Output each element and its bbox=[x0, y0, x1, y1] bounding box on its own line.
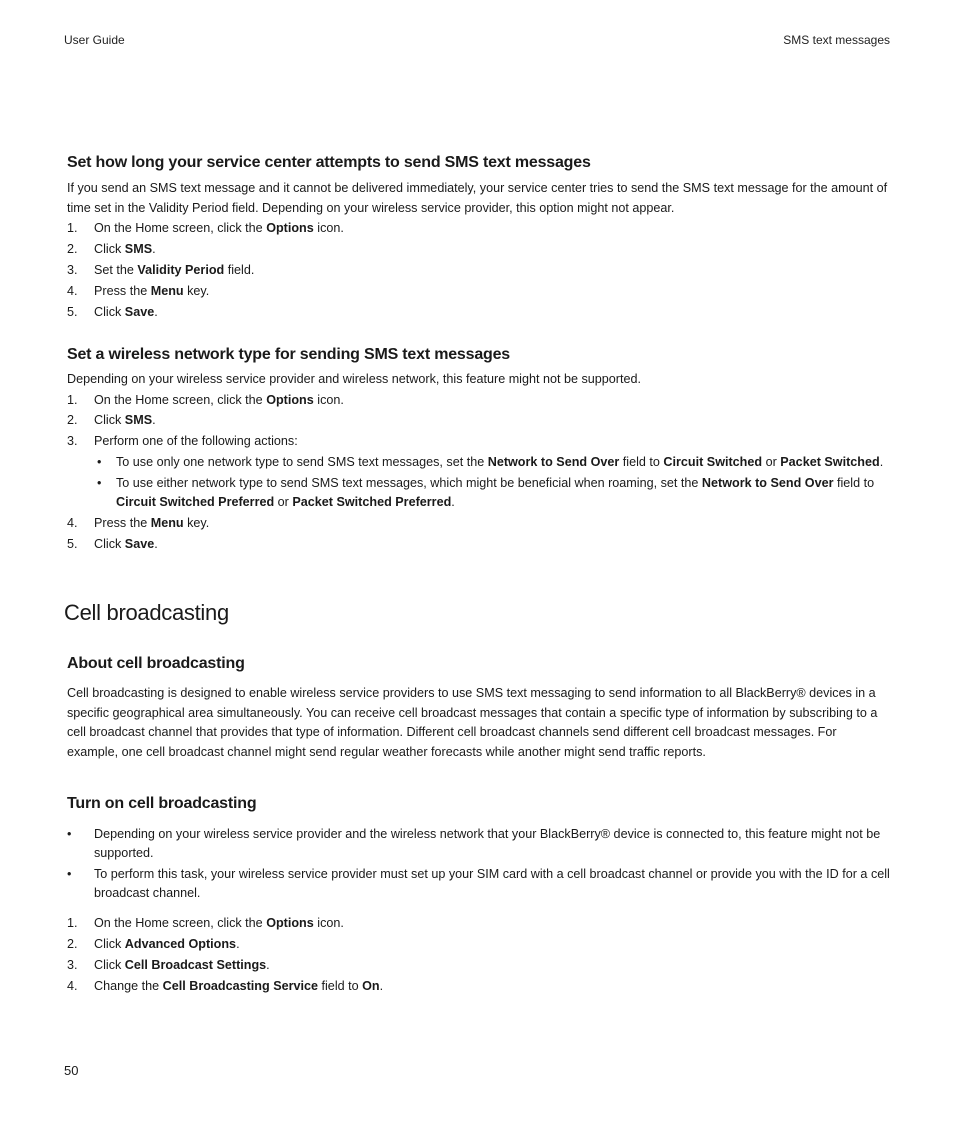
section-heading: Set how long your service center attempts to send SMS text messages bbox=[67, 154, 591, 171]
step-item: 2. Click Advanced Options. bbox=[67, 936, 240, 951]
section-turn-on-cell-broadcasting bbox=[67, 795, 891, 998]
step-item: 4. Change the Cell Broadcasting Service field to On. bbox=[67, 978, 384, 993]
step-item: 1. On the Home screen, click the Options icon. bbox=[67, 221, 344, 235]
action-option: • To use either network type to send SMS text messages, which might be beneficial when roaming, set the Network to Send Over field to Circuit Switched Preferred or Packet Switched Preferred. bbox=[97, 475, 875, 509]
running-header-right: SMS text messages bbox=[783, 33, 890, 47]
section-validity-period bbox=[67, 154, 891, 323]
note-item: • To perform this task, your wireless service provider must set up your SIM card with a cell broadcast channel or provide you with the ID for a cell broadcast channel. bbox=[67, 867, 890, 900]
step-item: 5. Click Save. bbox=[67, 304, 158, 319]
note-item: • Depending on your wireless service provider and the wireless network that your BlackBerry® device is connected to, this feature might not be supported. bbox=[67, 827, 881, 860]
step-item: 1. On the Home screen, click the Options icon. bbox=[67, 916, 344, 930]
section-heading: Set a wireless network type for sending SMS text messages bbox=[67, 346, 510, 363]
step-item: 4. Press the Menu key. bbox=[67, 515, 210, 530]
section-about-cell-broadcasting bbox=[67, 655, 891, 762]
chapter-title: Cell broadcasting bbox=[64, 600, 229, 625]
notes-list bbox=[67, 825, 891, 903]
step-item: 1. On the Home screen, click the Options icon. bbox=[67, 392, 344, 407]
section-intro: Depending on your wireless service provider and wireless network, this feature might not be supported. bbox=[67, 372, 642, 386]
steps-list bbox=[67, 219, 891, 322]
section-heading: About cell broadcasting bbox=[67, 655, 245, 672]
step-item: 2. Click SMS. bbox=[67, 241, 156, 256]
page-number: 50 bbox=[64, 1063, 79, 1078]
action-options-list bbox=[94, 453, 891, 512]
section-network-type bbox=[67, 346, 891, 556]
step-item: 3. Click Cell Broadcast Settings. bbox=[67, 957, 270, 972]
step-item: 3. Perform one of the following actions: • To use only one network type to send SMS text messages, set the Network to Send Over field to Circuit Switched or Packet Switched. • To use either network type to send SMS text messages, which might be beneficial when roaming, set the Network to Send Over field to Circuit Switched Preferred or Packet Switched Preferred. bbox=[67, 432, 891, 512]
section-heading: Turn on cell broadcasting bbox=[67, 795, 257, 812]
section-body: Cell broadcasting is designed to enable wireless service providers to use SMS text messaging to send information to all BlackBerry® devices in a specific geographical area simultaneously. You can receive cell broadcast messages that contain a specific type of information by subscribing to a cell broadcast channel that provides that type of information. Different cell broadcast channels send different cell broadcast messages. For example, one cell broadcast channel might send regular weather forecasts while another might send traffic reports. bbox=[67, 686, 878, 759]
step-item: 5. Click Save. bbox=[67, 536, 158, 551]
step-item: 2. Click SMS. bbox=[67, 413, 156, 428]
step-item: 3. Set the Validity Period field. bbox=[67, 262, 255, 277]
running-header-left: User Guide bbox=[64, 33, 125, 47]
action-option: • To use only one network type to send SMS text messages, set the Network to Send Over field to Circuit Switched or Packet Switched. bbox=[97, 454, 884, 469]
steps-list bbox=[67, 391, 891, 555]
steps-list bbox=[67, 914, 891, 996]
section-intro: If you send an SMS text message and it cannot be delivered immediately, your service center tries to send the SMS text message for the amount of time set in the Validity Period field. Depending on your wireless service provider, this option might not appear. bbox=[67, 181, 888, 215]
step-item: 4. Press the Menu key. bbox=[67, 283, 210, 298]
